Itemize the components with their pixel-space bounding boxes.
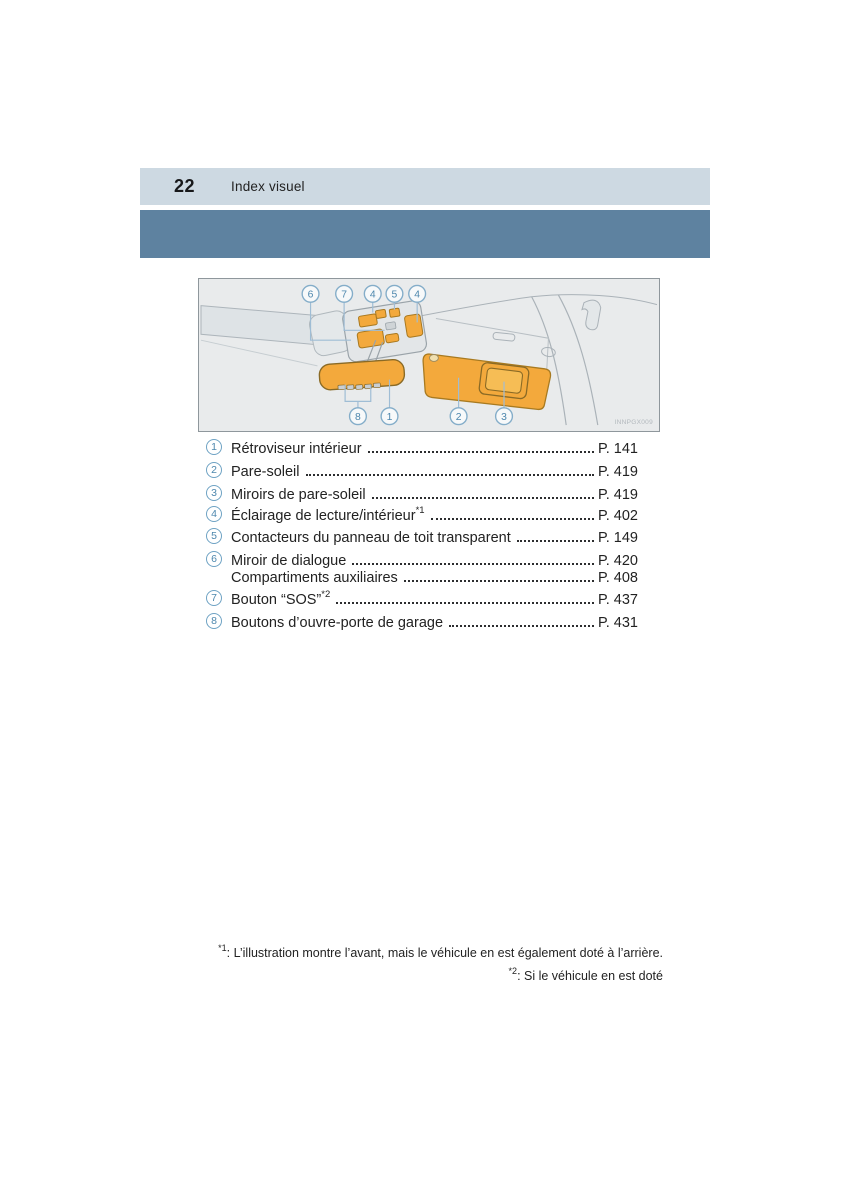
page-reference: P. 408 — [597, 570, 638, 586]
map-light-right — [404, 314, 423, 338]
item-label: Contacteurs du panneau de toit transparent — [231, 530, 511, 546]
footnote-marker: *1 — [415, 505, 425, 517]
list-item — [206, 460, 638, 480]
visor-clip-slot — [493, 332, 515, 341]
item-label: Miroirs de pare-soleil — [231, 487, 366, 503]
item-number-badge: 8 — [206, 613, 222, 629]
rearview-mirror — [319, 359, 406, 392]
page-reference: P. 431 — [597, 615, 638, 631]
list-item-continuation — [206, 566, 638, 586]
page-reference: P. 419 — [597, 487, 638, 503]
callout-6: 6 — [307, 289, 314, 301]
page-reference: P. 419 — [597, 464, 638, 480]
list-item — [206, 611, 638, 631]
garage-button-2 — [347, 385, 354, 390]
sos-button — [385, 322, 396, 330]
roof-edge-line — [387, 295, 657, 323]
ceiling-diagram — [199, 279, 659, 431]
footnote-1: $^{*1}$: L’illustration montre l’avant, mais le véhicule en est également doté à l’arrière. — [218, 943, 663, 961]
callout-2: 2 — [455, 411, 462, 423]
item-label: Rétroviseur intérieur — [231, 441, 362, 457]
item-label: Compartiments auxiliaires — [231, 570, 398, 586]
map-light-left — [358, 314, 377, 328]
callout-3: 3 — [501, 411, 507, 423]
dotted-leader — [404, 580, 594, 582]
item-label: Miroir de dialogue — [231, 553, 347, 569]
item-label: Boutons d’ouvre-porte de garage — [231, 615, 444, 631]
dotted-leader — [372, 497, 594, 499]
list-item — [206, 526, 638, 546]
callout-1: 1 — [386, 411, 393, 423]
item-number-badge: 4 — [206, 506, 222, 522]
item-label: Bouton “SOS”$^{*2}$ — [231, 589, 331, 608]
dotted-leader — [306, 474, 594, 476]
roof-switch — [385, 333, 399, 343]
interior-light-button-left — [375, 309, 386, 318]
callout-5: 5 — [391, 289, 398, 301]
page-reference: P. 402 — [597, 508, 638, 524]
callout-4b: 4 — [414, 289, 421, 301]
dotted-leader — [336, 602, 594, 604]
overhead-console — [342, 300, 428, 363]
item-label: Éclairage de lecture/intérieur$^{*1}$ — [231, 505, 425, 524]
item-number-badge: 1 — [206, 439, 222, 455]
page-reference: P. 420 — [597, 553, 638, 569]
list-item — [206, 437, 638, 457]
item-number-badge: 3 — [206, 485, 222, 501]
item-label: Pare-soleil — [231, 464, 300, 480]
footnote-marker: *2 — [508, 966, 518, 977]
page-number: 22 — [174, 176, 196, 196]
dotted-leader — [449, 625, 594, 627]
item-number-badge: 5 — [206, 528, 222, 544]
dotted-leader — [431, 518, 594, 520]
figure-code: INNPGX009 — [614, 419, 653, 426]
visor-hook — [541, 346, 556, 357]
list-item — [206, 588, 638, 608]
garage-button-3 — [356, 385, 363, 390]
callout-8: 8 — [355, 411, 361, 423]
garage-button-5 — [373, 383, 380, 388]
visor-pivot — [429, 355, 438, 362]
item-number-badge: 2 — [206, 462, 222, 478]
item-number-badge: 6 — [206, 551, 222, 567]
dotted-leader — [368, 451, 594, 453]
interior-ceiling-illustration — [198, 278, 660, 432]
page-reference: P. 437 — [597, 592, 638, 608]
roof-seam-line — [201, 340, 317, 366]
footnote-2: $^{*2}$: Si le véhicule en est doté — [508, 966, 663, 984]
callout-7: 7 — [341, 289, 347, 301]
dialogue-mirror-panel — [357, 329, 385, 349]
list-item — [206, 504, 638, 524]
page-header — [140, 168, 710, 205]
section-banner — [140, 210, 710, 258]
dotted-leader — [352, 563, 594, 565]
section-title: Index visuel — [231, 179, 305, 194]
footnote-marker: *2 — [321, 589, 331, 601]
footnote-marker: *1 — [218, 943, 227, 953]
list-item — [206, 483, 638, 503]
item-number-badge: 7 — [206, 590, 222, 606]
page-reference: P. 141 — [597, 441, 638, 457]
dotted-leader — [517, 540, 594, 542]
garage-button-1 — [338, 385, 345, 390]
page-reference: P. 149 — [597, 530, 638, 546]
grab-handle — [582, 300, 601, 330]
footnotes — [183, 944, 663, 991]
callout-4a: 4 — [369, 289, 376, 301]
